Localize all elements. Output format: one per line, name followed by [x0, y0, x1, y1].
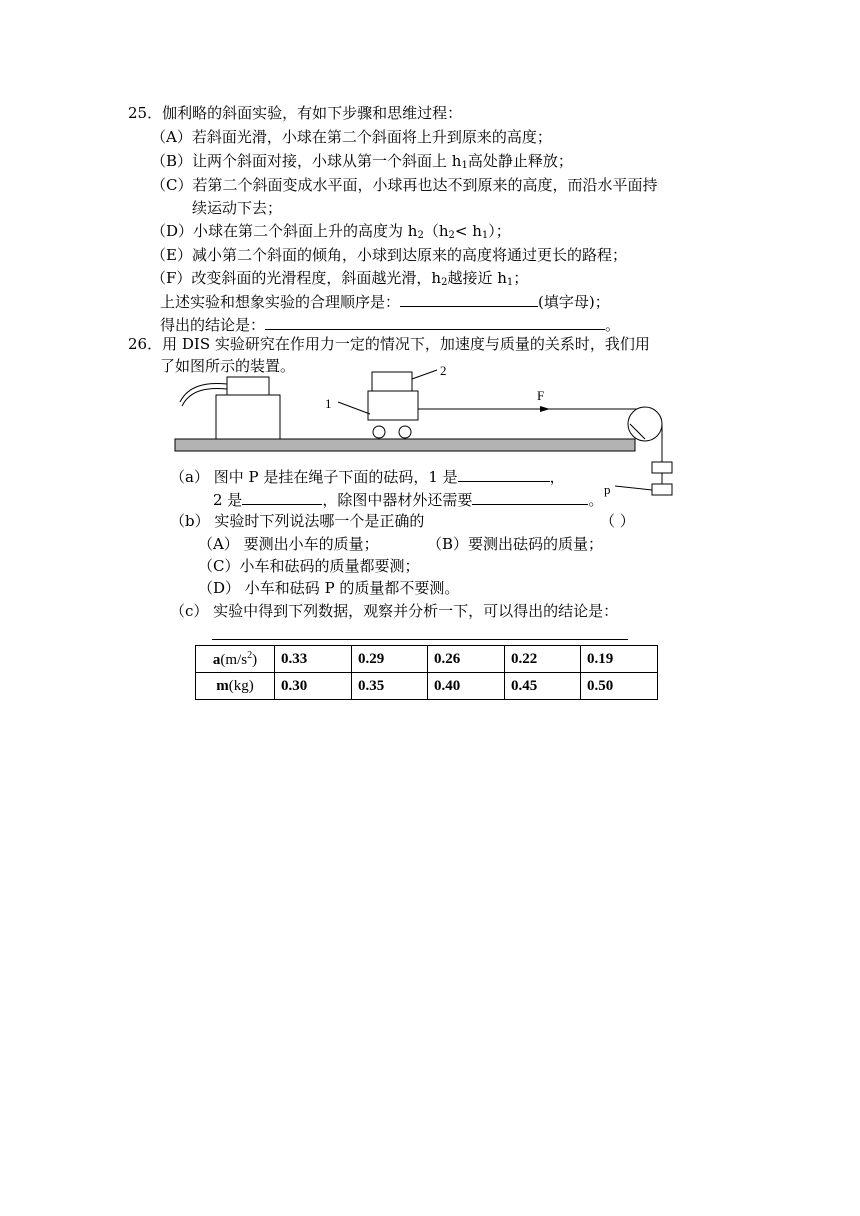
subscript: 1 — [461, 160, 468, 171]
a-unit-exponent: 2 — [247, 649, 253, 661]
sensor-receiver — [227, 377, 269, 395]
q25-option-f — [151, 268, 528, 293]
q25-order-line — [160, 291, 610, 312]
q25-order-blank[interactable] — [400, 291, 538, 307]
q26-b-answer-paren[interactable]: （ ） — [600, 512, 635, 530]
q25-option-f-mid: 越接近 h — [447, 269, 507, 287]
q25-conclusion-end: 。 — [605, 316, 621, 334]
cart-wheel — [399, 426, 411, 438]
m-symbol: m — [216, 677, 229, 694]
table-cell: 0.40 — [428, 673, 505, 700]
table-cell: 0.30 — [275, 673, 352, 700]
track — [175, 439, 635, 451]
weight-p — [652, 484, 672, 495]
q26-b-option-c: （C）小车和砝码的质量都要测； — [198, 557, 420, 575]
q25-conclusion-label: 得出的结论是： — [160, 316, 266, 334]
label-1: 1 — [325, 396, 332, 411]
table-header-m — [196, 673, 275, 700]
cart-body — [368, 391, 418, 420]
a-symbol: a — [212, 651, 221, 668]
q25-option-c-line1: （C）若第二个斜面变成水平面，小球再也达不到原来的高度，而沿水平面持 — [151, 176, 658, 194]
label-2: 2 — [440, 363, 447, 378]
q26-c-answer-blank[interactable] — [212, 625, 628, 640]
q25-conclusion-blank[interactable] — [265, 314, 605, 330]
table-cell: 0.19 — [581, 646, 658, 673]
q26-title-line — [128, 334, 650, 354]
q26-a-end: 。 — [588, 491, 604, 509]
m-unit: (kg) — [228, 677, 254, 694]
table-header-a — [196, 646, 275, 673]
q25-title: 伽利略的斜面实验，有如下步骤和思维过程： — [162, 104, 463, 122]
pulley — [628, 407, 662, 441]
q26-b-question: （b） 实验时下列说法哪一个是正确的 — [170, 512, 425, 530]
sensor-base — [216, 395, 280, 439]
q26-a-blank-3[interactable] — [472, 489, 588, 505]
q25-option-d-text: （D）小球在第二个斜面上升的高度为 h — [151, 222, 418, 240]
q26-a-comma: ， — [549, 468, 565, 486]
cart-sender — [372, 372, 412, 391]
q25-option-e: （E）减小第二个斜面的倾角，小球到达原来的高度将通过更长的路程； — [151, 246, 627, 264]
q25-option-d — [151, 221, 511, 246]
q26-c-question: （c） 实验中得到下列数据，观察并分析一下，可以得出的结论是： — [170, 602, 619, 620]
q26-b-option-b: （B）要测出砝码的质量； — [427, 535, 604, 553]
table-cell: 0.50 — [581, 673, 658, 700]
table-cell: 0.22 — [505, 646, 581, 673]
q25-option-c-line2: 续运动下去； — [192, 199, 283, 217]
q26-a-blank-1[interactable] — [458, 466, 550, 482]
q25-option-d-tail: ）； — [488, 222, 511, 240]
q26-a-line2 — [213, 489, 603, 510]
data-table — [195, 645, 658, 700]
q25-number: 25． — [128, 104, 163, 122]
table-cell: 0.29 — [352, 646, 428, 673]
subscript: 1 — [481, 230, 489, 241]
table-cell: 0.33 — [275, 646, 352, 673]
table-row — [196, 646, 658, 673]
force-arrow — [540, 406, 550, 412]
a-unit-close: ) — [252, 651, 258, 668]
q25-title-line — [128, 103, 462, 123]
subscript: 2 — [441, 277, 448, 288]
a-unit: (m/s — [220, 651, 248, 668]
table-row — [196, 673, 658, 700]
q26-b-option-d: （D） 小车和砝码 P 的质量都不要测。 — [198, 579, 460, 597]
q25-option-a: （A）若斜面光滑，小球在第二个斜面将上升到原来的高度； — [151, 128, 552, 146]
subscript: 2 — [417, 230, 424, 241]
q25-option-b-text: （B）让两个斜面对接，小球从第一个斜面上 h — [151, 152, 462, 170]
q26-title: 用 DIS 实验研究在作用力一定的情况下，加速度与质量的关系时，我们用 — [162, 335, 650, 353]
q26-number: 26． — [128, 335, 163, 353]
label-p: p — [604, 482, 611, 497]
table-cell: 0.35 — [352, 673, 428, 700]
q25-option-f-text: （F）改变斜面的光滑程度，斜面越光滑，h — [151, 269, 442, 287]
q26-title-line2: 了如图所示的装置。 — [160, 357, 296, 375]
q25-conclusion-line — [160, 314, 620, 335]
subscript: 1 — [506, 277, 514, 288]
q25-option-d-lt: < h — [454, 222, 482, 240]
weight-top — [652, 462, 672, 473]
q25-order-hint: (填字母)； — [538, 293, 610, 311]
q26-a-line1 — [170, 466, 565, 487]
table-cell: 0.45 — [505, 673, 581, 700]
subscript: 2 — [448, 230, 455, 241]
q26-a-text-3: ，除图中器材外还需要 — [322, 491, 473, 509]
q25-option-b-tail: 高处静止释放； — [467, 152, 573, 170]
cart-wheel — [373, 426, 385, 438]
q26-b-option-a: （A） 要测出小车的质量； — [198, 535, 379, 553]
q26-a-blank-2[interactable] — [242, 489, 322, 505]
q25-option-d-mid: （h — [423, 222, 449, 240]
q25-order-label: 上述实验和想象实验的合理顺序是： — [160, 293, 401, 311]
q25-option-b — [151, 151, 573, 176]
table-cell: 0.26 — [428, 646, 505, 673]
q25-option-f-tail: ； — [513, 269, 529, 287]
label-f: F — [537, 388, 545, 403]
q26-a-text-2: 2 是 — [213, 491, 243, 509]
q26-a-text: （a） 图中 P 是挂在绳子下面的砝码，1 是 — [170, 468, 458, 486]
